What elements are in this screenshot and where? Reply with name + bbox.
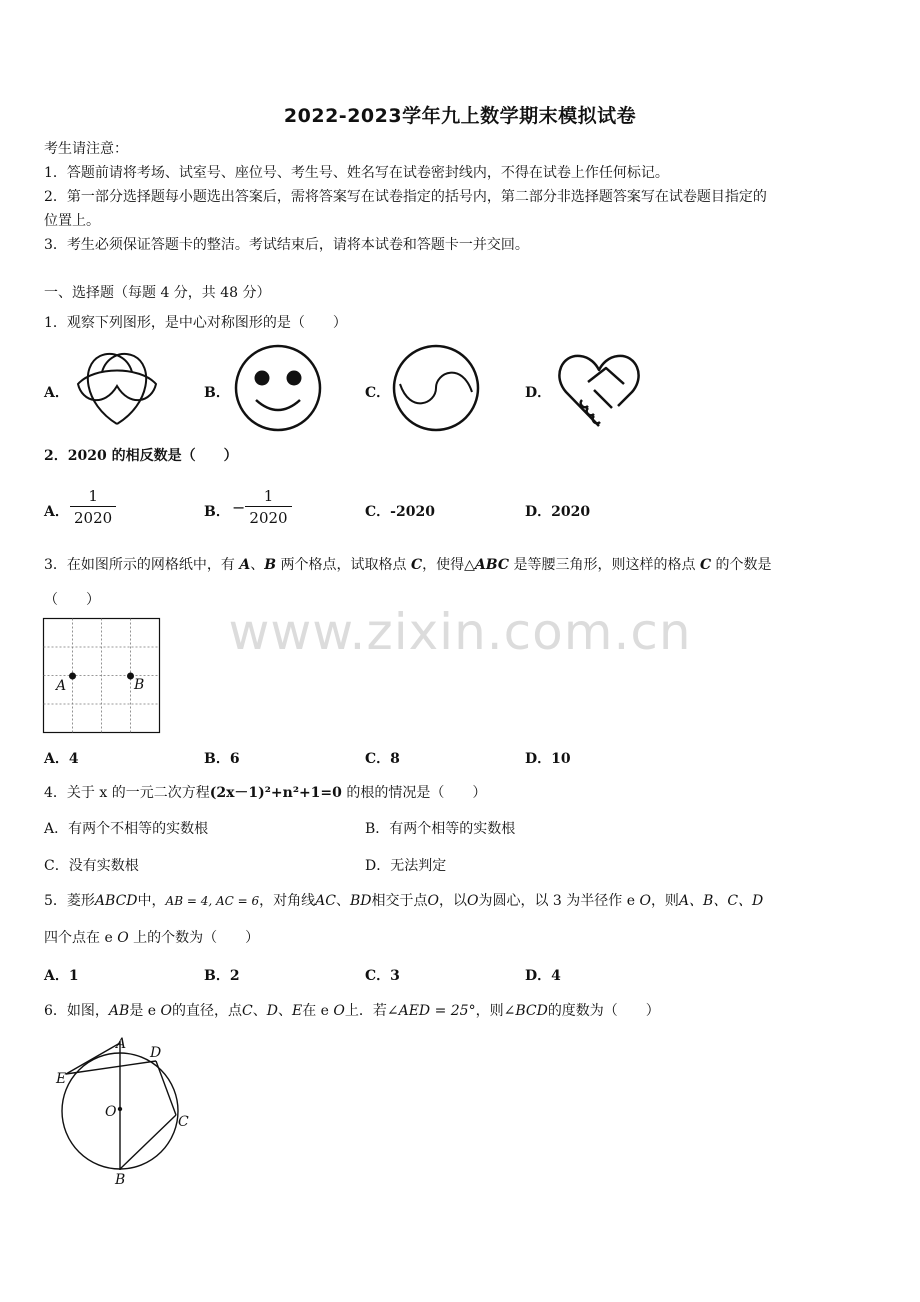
q5-point-o: O (639, 893, 651, 909)
q2-b-num: 1 (245, 486, 291, 507)
q3-option-b: B．6 (204, 751, 240, 767)
q2-option-b-fraction (232, 486, 292, 529)
notice-item-1: 1．答题前请将考场、试室号、座位号、考生号、姓名写在试卷密封线内，不得在试卷上作任何标记。 (44, 165, 669, 181)
q3-grid-label-a: A (56, 678, 67, 694)
q2-option-d (525, 501, 590, 521)
q2-label-d: D． (525, 504, 552, 520)
q2-label-a: A． (44, 504, 69, 520)
q4-stem-part: 4．关于 x 的一元二次方程 (44, 785, 210, 801)
q5-stem-part: ，对角线 (259, 893, 316, 909)
page-title: 2022-2023学年九上数学期末模拟试卷 (283, 105, 637, 127)
q3-stem-part: 两个格点，试取格点 (276, 557, 411, 573)
q4-option-c: C．没有实数根 (44, 858, 139, 874)
q5-diag-bd: BD (349, 893, 372, 909)
q6-label-e: E (56, 1071, 67, 1087)
trefoil-knot-icon (74, 346, 160, 428)
notice-item-3: 3．考生必须保证答题卡的整洁。考试结束后，请将本试卷和答题卡一并交回。 (44, 237, 529, 253)
q3-sep: 、 (250, 557, 265, 573)
q1-stem: 1．观察下列图形，是中心对称图形的是（ ） (44, 315, 347, 331)
q2-d-value: 2020 (551, 504, 591, 520)
q3-stem-part: 3．在如图所示的网格纸中，有 (44, 557, 240, 573)
q5-stem-part: ，则 (650, 893, 679, 909)
q3-point-c: C (699, 557, 712, 573)
q4-option-d: D．无法判定 (365, 858, 447, 874)
q6-label-o: O (105, 1104, 117, 1120)
smiley-face-icon (232, 344, 324, 432)
q6-sep: 、 (277, 1003, 292, 1019)
q3-option-d: D．10 (525, 751, 571, 767)
q6-diameter: AB (108, 1003, 130, 1019)
q5-stem-part: 四个点在 e (44, 930, 118, 946)
q6-given-angle: ∠AED = 25° (386, 1003, 476, 1019)
q6-target-angle: ∠BCD (503, 1003, 548, 1019)
q5-stem-part: 中， (137, 893, 166, 909)
q5-stem-part: ，以 (438, 893, 467, 909)
q5-stem-part: 5．菱形 (44, 893, 95, 909)
notice-item-2-cont: 位置上。 (44, 213, 100, 229)
q5-stem-part: 、 (335, 893, 350, 909)
notice-heading: 考生请注意： (44, 141, 128, 157)
q4-option-a: A．有两个不相等的实数根 (44, 821, 209, 837)
q2-c-value: -2020 (390, 504, 435, 520)
q1-label-b: B． (204, 385, 230, 401)
q5-diag-ac: AC (315, 893, 336, 909)
q2-stem (44, 446, 238, 466)
q2-option-a-fraction (70, 486, 116, 529)
q3-point-c: C (410, 557, 423, 573)
q6-circle-figure (52, 1032, 202, 1190)
q6-stem-part: 的度数为（ ） (547, 1003, 660, 1019)
q6-stem-part: ，则 (475, 1003, 504, 1019)
q5-stem-line1 (44, 891, 763, 911)
yin-yang-icon (390, 344, 482, 432)
watermark: www.zixin.com.cn (228, 603, 692, 661)
q6-label-d: D (150, 1045, 162, 1061)
q2-a-den: 2020 (74, 509, 113, 527)
q3-triangle: ABC (474, 557, 510, 573)
q2-stem-text: 2．2020 的相反数是（ ） (44, 448, 238, 464)
handshake-heart-icon (554, 350, 644, 430)
q3-stem-part: ，使得△ (422, 557, 475, 573)
q2-b-den: 2020 (249, 509, 288, 527)
q5-point-o: O (117, 930, 129, 946)
q2-option-c (365, 501, 435, 521)
q5-point-o: O (466, 893, 479, 909)
q6-label-c: C (178, 1114, 189, 1130)
q5-option-a: A．1 (44, 968, 79, 984)
q6-point-e: E (291, 1003, 303, 1019)
q2-label-b: B． (204, 504, 230, 520)
q1-label-c: C． (365, 385, 391, 401)
section-heading: 一、选择题（每题 4 分，共 48 分） (44, 285, 271, 301)
q6-stem-part: 在 e (302, 1003, 334, 1019)
q5-rhombus: ABCD (94, 893, 138, 909)
q3-stem-part: 是等腰三角形，则这样的格点 (509, 557, 700, 573)
q6-stem-part: 是 e (129, 1003, 161, 1019)
q3-option-c: C．8 (365, 751, 400, 767)
q3-point-a: A (239, 557, 251, 573)
q5-stem-line2 (44, 928, 259, 948)
q2-b-sign: − (232, 498, 246, 517)
q1-label-d: D． (525, 385, 552, 401)
q5-stem-part: 上的个数为（ ） (128, 930, 260, 946)
q3-point-b: B (264, 557, 277, 573)
q2-a-num: 1 (70, 486, 116, 507)
q5-option-b: B．2 (204, 968, 240, 984)
q5-given: AB = 4, AC = 6 (165, 894, 260, 908)
q6-stem (44, 1001, 660, 1021)
q3-paren: （ ） (44, 592, 100, 608)
q4-stem (44, 783, 486, 803)
q5-option-c: C．3 (365, 968, 400, 984)
q6-label-b: B (115, 1172, 126, 1188)
q4-equation: (2x－1)²+n²+1=0 (209, 785, 342, 801)
q3-stem-part: 的个数是 (711, 557, 772, 573)
q5-stem-part: 相交于点 (371, 893, 428, 909)
q2-label-c: C． (365, 504, 391, 520)
q6-sep: 、 (252, 1003, 267, 1019)
q6-label-a: A (116, 1036, 127, 1052)
q5-option-d: D．4 (525, 968, 561, 984)
q3-stem (44, 555, 772, 575)
q6-stem-part: 的直径，点 (172, 1003, 242, 1019)
q6-point-o: O (160, 1003, 172, 1019)
q3-option-a: A．4 (44, 751, 79, 767)
q6-point-o: O (333, 1003, 345, 1019)
notice-item-2: 2．第一部分选择题每小题选出答案后，需将答案写在试卷指定的括号内，第二部分非选择题答案写在试卷题目指定的 (44, 189, 767, 205)
q6-stem-part: 上．若 (344, 1003, 387, 1019)
q5-points: A、B、C、D (678, 893, 764, 909)
q3-grid-label-b: B (134, 677, 145, 693)
q6-point-c: C (242, 1003, 253, 1019)
q4-option-b: B．有两个相等的实数根 (365, 821, 516, 837)
q5-stem-part: 为圆心，以 3 为半径作 e (478, 893, 640, 909)
q6-point-d: D (266, 1003, 278, 1019)
q4-stem-part: 的根的情况是（ ） (341, 785, 487, 801)
q6-stem-part: 6．如图， (44, 1003, 109, 1019)
q5-point-o: O (427, 893, 439, 909)
q1-label-a: A． (44, 385, 69, 401)
